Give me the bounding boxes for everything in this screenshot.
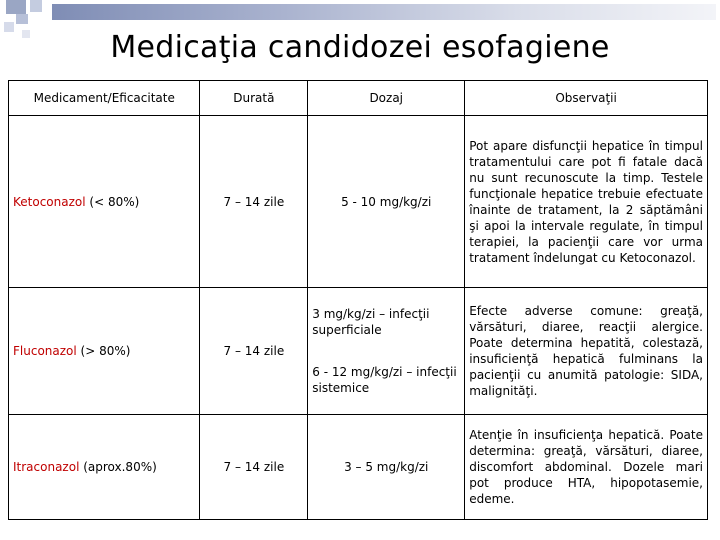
drug-name: Ketoconazol xyxy=(13,194,86,209)
dose-text: 3 mg/kg/zi – infecţii superficiale xyxy=(312,307,430,337)
drug-name: Itraconazol xyxy=(13,460,80,474)
duration-cell: 7 – 14 zile xyxy=(200,415,308,520)
dose-text: 6 - 12 mg/kg/zi – infecţii sistemice xyxy=(312,365,457,395)
efficacy: (< 80%) xyxy=(85,194,140,209)
dose-cell xyxy=(308,415,465,520)
drug-name: Fluconazol xyxy=(13,344,77,358)
table-header-row xyxy=(9,81,708,116)
corner-decoration xyxy=(30,0,42,12)
header-gradient-bar xyxy=(52,4,716,20)
efficacy: (> 80%) xyxy=(76,344,131,358)
medication-cell xyxy=(9,415,200,520)
dose-text: 5 - 10 mg/kg/zi xyxy=(341,194,432,209)
efficacy: (aprox.80%) xyxy=(79,460,157,474)
duration-cell: 7 – 14 zile xyxy=(200,116,308,288)
medication-table xyxy=(8,80,708,520)
header-cell-duration: Durată xyxy=(200,81,308,116)
medication-cell xyxy=(9,288,200,415)
table-row-itraconazol xyxy=(9,415,708,520)
table-row-ketoconazol xyxy=(9,116,708,288)
header-cell-medication: Medicament/Eficacitate xyxy=(9,81,200,116)
notes-cell: Efecte adverse comune: greaţă, vărsături, diaree, reacţii alergice. Poate determina hepatită, colestază, insuficienţă hepatică fulminans la pacienţii cu anumită patologie: SIDA, malignităţi. xyxy=(465,288,708,415)
medication-cell xyxy=(9,116,200,288)
dose-cell xyxy=(308,116,465,288)
dose-text: 3 – 5 mg/kg/zi xyxy=(344,460,429,474)
corner-decoration xyxy=(16,14,28,24)
header-cell-dose: Dozaj xyxy=(308,81,465,116)
page-title: Medicaţia candidozei esofagiene xyxy=(110,30,610,65)
notes-cell: Pot apare disfuncţii hepatice în timpul tratamentului care pot fi fatale dacă nu sunt recunoscute la timp. Testele funcţionale hepatice trebuie efectuate înainte de tratament, la 2 săptămâni şi apoi la intervale regulate, în timpul terapiei, la pacienţii care vor urma tratament îndelungat cu Ketoconazol. xyxy=(465,116,708,288)
corner-decoration xyxy=(6,0,26,14)
duration-cell: 7 – 14 zile xyxy=(200,288,308,415)
header-cell-notes: Observaţii xyxy=(465,81,708,116)
dose-cell xyxy=(308,288,465,415)
table-row-fluconazol xyxy=(9,288,708,415)
notes-cell: Atenţie în insuficienţa hepatică. Poate determina: greaţă, vărsături, diaree, discomfort abdominal. Dozele mari pot produce HTA, hipopotasemie, edeme. xyxy=(465,415,708,520)
